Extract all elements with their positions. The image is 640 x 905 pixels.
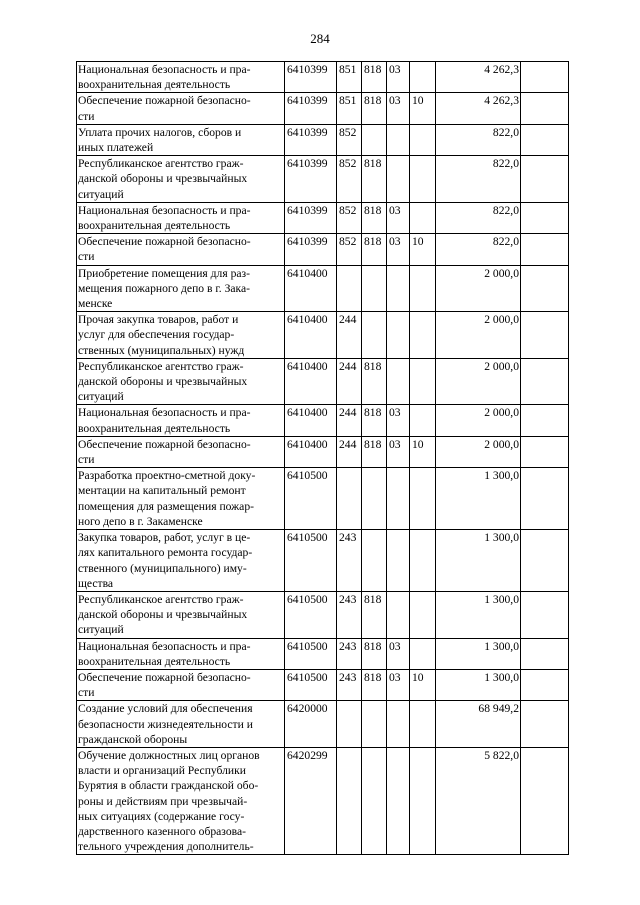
description-line: сти xyxy=(78,686,95,700)
section-code xyxy=(387,701,410,748)
amount-cell: 4 262,3 xyxy=(436,93,521,124)
extra-amount-cell xyxy=(521,530,569,592)
description-line: мещения пожарного депо в г. Зака- xyxy=(78,281,251,295)
administrator-code: 818 xyxy=(362,436,387,467)
administrator-code xyxy=(362,468,387,530)
expense-type-code: 852 xyxy=(337,234,362,265)
row-description xyxy=(77,468,285,530)
table-row xyxy=(77,358,569,405)
description-line: воохранительная деятельность xyxy=(78,421,231,435)
description-line: Обеспечение пожарной безопасно- xyxy=(78,235,251,249)
subsection-code xyxy=(410,405,436,436)
section-code xyxy=(387,747,410,854)
description-line: данской обороны и чрезвычайных xyxy=(78,608,248,622)
description-line: власти и организаций Республики xyxy=(78,764,246,778)
description-line: Разработка проектно-сметной доку- xyxy=(78,469,256,483)
row-description xyxy=(77,312,285,359)
extra-amount-cell xyxy=(521,202,569,233)
table-body xyxy=(77,62,569,855)
row-description xyxy=(77,124,285,155)
administrator-code: 818 xyxy=(362,358,387,405)
extra-amount-cell xyxy=(521,701,569,748)
table-row xyxy=(77,591,569,638)
subsection-code xyxy=(410,747,436,854)
row-description xyxy=(77,701,285,748)
extra-amount-cell xyxy=(521,234,569,265)
administrator-code: 818 xyxy=(362,202,387,233)
budget-table xyxy=(76,61,569,855)
administrator-code: 818 xyxy=(362,669,387,700)
description-line: менске xyxy=(78,297,113,311)
description-line: услуг для обеспечения государ- xyxy=(78,328,235,342)
subsection-code xyxy=(410,265,436,312)
amount-cell: 822,0 xyxy=(436,156,521,203)
row-description xyxy=(77,747,285,854)
administrator-code: 818 xyxy=(362,156,387,203)
expense-type-code: 244 xyxy=(337,312,362,359)
amount-cell: 4 262,3 xyxy=(436,62,521,93)
description-line: Приобретение помещения для раз- xyxy=(78,266,250,280)
amount-cell: 1 300,0 xyxy=(436,638,521,669)
target-article-code: 6410500 xyxy=(285,591,337,638)
section-code: 03 xyxy=(387,638,410,669)
table-row xyxy=(77,436,569,467)
expense-type-code xyxy=(337,701,362,748)
extra-amount-cell xyxy=(521,62,569,93)
administrator-code xyxy=(362,747,387,854)
subsection-code xyxy=(410,312,436,359)
subsection-code xyxy=(410,62,436,93)
description-line: данской обороны и чрезвычайных xyxy=(78,375,248,389)
extra-amount-cell xyxy=(521,312,569,359)
administrator-code xyxy=(362,124,387,155)
expense-type-code: 244 xyxy=(337,358,362,405)
description-line: Национальная безопасность и пра- xyxy=(78,639,251,653)
description-line: роны и действиям при чрезвычай- xyxy=(78,794,248,808)
row-description xyxy=(77,638,285,669)
description-line: сти xyxy=(78,453,95,467)
amount-cell: 822,0 xyxy=(436,234,521,265)
description-line: Обучение должностных лиц органов xyxy=(78,748,260,762)
subsection-code xyxy=(410,701,436,748)
amount-cell: 1 300,0 xyxy=(436,468,521,530)
description-line: данской обороны и чрезвычайных xyxy=(78,172,248,186)
target-article-code: 6410399 xyxy=(285,202,337,233)
administrator-code: 818 xyxy=(362,405,387,436)
subsection-code: 10 xyxy=(410,436,436,467)
amount-cell: 5 822,0 xyxy=(436,747,521,854)
subsection-code: 10 xyxy=(410,669,436,700)
description-line: безопасности жизнедеятельности и xyxy=(78,717,253,731)
subsection-code: 10 xyxy=(410,234,436,265)
expense-type-code: 243 xyxy=(337,530,362,592)
subsection-code xyxy=(410,202,436,233)
section-code: 03 xyxy=(387,669,410,700)
description-line: иных платежей xyxy=(78,141,154,155)
target-article-code: 6410400 xyxy=(285,405,337,436)
expense-type-code: 852 xyxy=(337,202,362,233)
table-row xyxy=(77,93,569,124)
description-line: воохранительная деятельность xyxy=(78,78,231,92)
row-description xyxy=(77,156,285,203)
table-row xyxy=(77,638,569,669)
section-code xyxy=(387,156,410,203)
description-line: Национальная безопасность и пра- xyxy=(78,406,251,420)
section-code xyxy=(387,265,410,312)
description-line: Республиканское агентство граж- xyxy=(78,157,244,171)
administrator-code xyxy=(362,701,387,748)
description-line: сти xyxy=(78,109,95,123)
target-article-code: 6410400 xyxy=(285,265,337,312)
expense-type-code: 852 xyxy=(337,156,362,203)
target-article-code: 6410400 xyxy=(285,436,337,467)
subsection-code xyxy=(410,358,436,405)
subsection-code: 10 xyxy=(410,93,436,124)
description-line: Прочая закупка товаров, работ и xyxy=(78,313,239,327)
description-line: Уплата прочих налогов, сборов и xyxy=(78,125,242,139)
amount-cell: 2 000,0 xyxy=(436,358,521,405)
row-description xyxy=(77,358,285,405)
amount-cell: 2 000,0 xyxy=(436,405,521,436)
description-line: ного депо в г. Закаменске xyxy=(78,514,203,528)
extra-amount-cell xyxy=(521,638,569,669)
subsection-code xyxy=(410,468,436,530)
amount-cell: 2 000,0 xyxy=(436,312,521,359)
amount-cell: 822,0 xyxy=(436,202,521,233)
extra-amount-cell xyxy=(521,405,569,436)
description-line: воохранительная деятельность xyxy=(78,654,231,668)
amount-cell: 2 000,0 xyxy=(436,436,521,467)
expense-type-code: 244 xyxy=(337,405,362,436)
row-description xyxy=(77,62,285,93)
table-row xyxy=(77,468,569,530)
row-description xyxy=(77,202,285,233)
description-line: Обеспечение пожарной безопасно- xyxy=(78,670,251,684)
target-article-code: 6410399 xyxy=(285,93,337,124)
administrator-code: 818 xyxy=(362,93,387,124)
target-article-code: 6410399 xyxy=(285,124,337,155)
description-line: ситуаций xyxy=(78,623,124,637)
administrator-code: 818 xyxy=(362,234,387,265)
target-article-code: 6410399 xyxy=(285,234,337,265)
expense-type-code: 851 xyxy=(337,93,362,124)
amount-cell: 1 300,0 xyxy=(436,591,521,638)
expense-type-code xyxy=(337,747,362,854)
row-description xyxy=(77,405,285,436)
extra-amount-cell xyxy=(521,93,569,124)
description-line: Создание условий для обеспечения xyxy=(78,702,253,716)
table-row xyxy=(77,265,569,312)
administrator-code xyxy=(362,265,387,312)
description-line: воохранительная деятельность xyxy=(78,219,231,233)
description-line: Обеспечение пожарной безопасно- xyxy=(78,94,251,108)
target-article-code: 6410399 xyxy=(285,62,337,93)
administrator-code xyxy=(362,530,387,592)
target-article-code: 6410500 xyxy=(285,530,337,592)
section-code: 03 xyxy=(387,405,410,436)
row-description xyxy=(77,93,285,124)
page-number: 284 xyxy=(310,31,330,46)
subsection-code xyxy=(410,591,436,638)
target-article-code: 6410500 xyxy=(285,468,337,530)
row-description xyxy=(77,265,285,312)
target-article-code: 6410400 xyxy=(285,358,337,405)
administrator-code: 818 xyxy=(362,62,387,93)
section-code xyxy=(387,530,410,592)
table-row xyxy=(77,747,569,854)
description-line: ситуаций xyxy=(78,187,124,201)
expense-type-code xyxy=(337,468,362,530)
extra-amount-cell xyxy=(521,468,569,530)
target-article-code: 6420299 xyxy=(285,747,337,854)
extra-amount-cell xyxy=(521,747,569,854)
extra-amount-cell xyxy=(521,669,569,700)
row-description xyxy=(77,234,285,265)
row-description xyxy=(77,591,285,638)
expense-type-code: 243 xyxy=(337,638,362,669)
administrator-code: 818 xyxy=(362,591,387,638)
section-code xyxy=(387,312,410,359)
target-article-code: 6410500 xyxy=(285,638,337,669)
description-line: Республиканское агентство граж- xyxy=(78,359,244,373)
extra-amount-cell xyxy=(521,591,569,638)
expense-type-code: 851 xyxy=(337,62,362,93)
description-line: ственных (муниципальных) нужд xyxy=(78,343,245,357)
expense-type-code: 244 xyxy=(337,436,362,467)
table-row xyxy=(77,405,569,436)
table-row xyxy=(77,530,569,592)
amount-cell: 2 000,0 xyxy=(436,265,521,312)
table-row xyxy=(77,124,569,155)
subsection-code xyxy=(410,156,436,203)
section-code: 03 xyxy=(387,436,410,467)
administrator-code: 818 xyxy=(362,638,387,669)
table-row xyxy=(77,156,569,203)
description-line: Бурятия в области гражданской обо- xyxy=(78,779,259,793)
expense-type-code xyxy=(337,265,362,312)
description-line: щества xyxy=(78,576,114,590)
section-code: 03 xyxy=(387,62,410,93)
description-line: гражданской обороны xyxy=(78,732,188,746)
description-line: сти xyxy=(78,250,95,264)
description-line: Национальная безопасность и пра- xyxy=(78,63,251,76)
table-row xyxy=(77,669,569,700)
amount-cell: 1 300,0 xyxy=(436,669,521,700)
table-row xyxy=(77,701,569,748)
description-line: Обеспечение пожарной безопасно- xyxy=(78,437,251,451)
subsection-code xyxy=(410,124,436,155)
amount-cell: 1 300,0 xyxy=(436,530,521,592)
extra-amount-cell xyxy=(521,124,569,155)
amount-cell: 822,0 xyxy=(436,124,521,155)
target-article-code: 6420000 xyxy=(285,701,337,748)
description-line: тельного учреждения дополнитель- xyxy=(78,840,254,854)
description-line: ситуаций xyxy=(78,390,124,404)
extra-amount-cell xyxy=(521,436,569,467)
amount-cell: 68 949,2 xyxy=(436,701,521,748)
section-code xyxy=(387,591,410,638)
expense-type-code: 852 xyxy=(337,124,362,155)
description-line: дарственного казенного образова- xyxy=(78,824,246,838)
extra-amount-cell xyxy=(521,156,569,203)
section-code: 03 xyxy=(387,93,410,124)
table-row xyxy=(77,202,569,233)
extra-amount-cell xyxy=(521,265,569,312)
section-code xyxy=(387,124,410,155)
description-line: ственного (муниципального) иму- xyxy=(78,561,247,575)
description-line: Национальная безопасность и пра- xyxy=(78,203,251,217)
table-row xyxy=(77,62,569,93)
subsection-code xyxy=(410,638,436,669)
table-row xyxy=(77,234,569,265)
description-line: ментации на капитальный ремонт xyxy=(78,484,246,498)
section-code: 03 xyxy=(387,234,410,265)
target-article-code: 6410399 xyxy=(285,156,337,203)
expense-type-code: 243 xyxy=(337,669,362,700)
description-line: лях капитального ремонта государ- xyxy=(78,546,253,560)
row-description xyxy=(77,436,285,467)
section-code xyxy=(387,358,410,405)
administrator-code xyxy=(362,312,387,359)
description-line: Республиканское агентство граж- xyxy=(78,592,244,606)
target-article-code: 6410400 xyxy=(285,312,337,359)
section-code: 03 xyxy=(387,202,410,233)
row-description xyxy=(77,669,285,700)
row-description xyxy=(77,530,285,592)
description-line: помещения для размещения пожар- xyxy=(78,499,254,513)
table-row xyxy=(77,312,569,359)
subsection-code xyxy=(410,530,436,592)
extra-amount-cell xyxy=(521,358,569,405)
description-line: ных ситуациях (содержание госу- xyxy=(78,809,245,823)
section-code xyxy=(387,468,410,530)
expense-type-code: 243 xyxy=(337,591,362,638)
description-line: Закупка товаров, работ, услуг в це- xyxy=(78,531,251,545)
target-article-code: 6410500 xyxy=(285,669,337,700)
